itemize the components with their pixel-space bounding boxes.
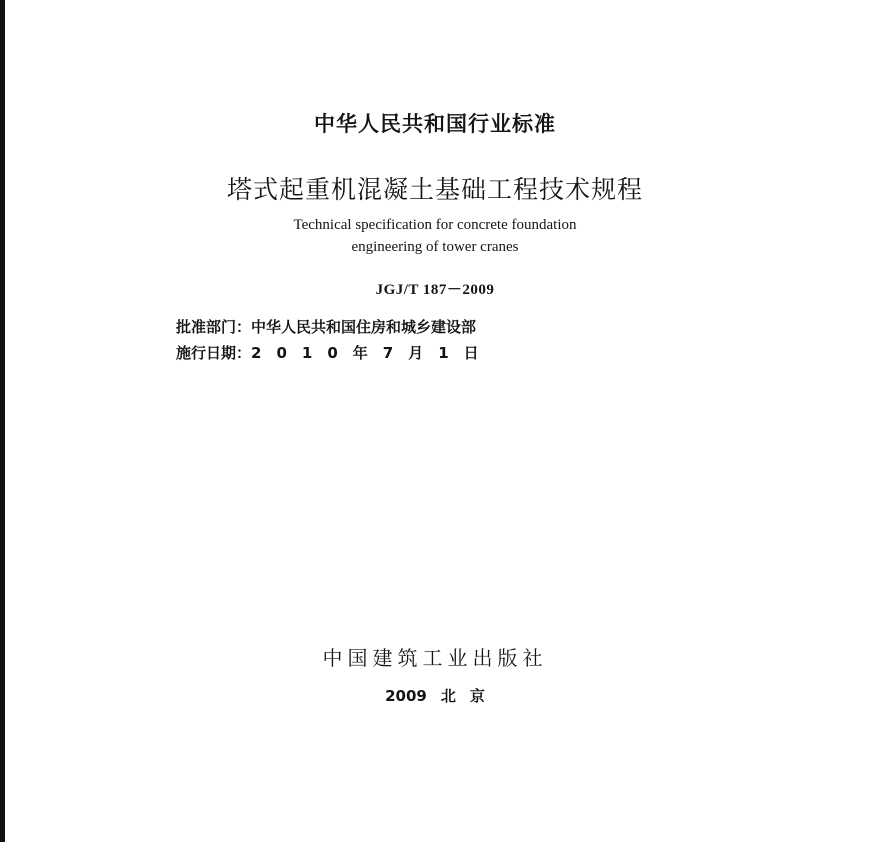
title-english-line-2: engineering of tower cranes [351, 239, 519, 255]
effective-date-value: 2010年7月1日 [251, 344, 494, 362]
approval-department-row [176, 316, 476, 337]
approval-department-label: 批准部门： [176, 318, 252, 336]
title-english-line-1: Technical specification for concrete foundation [293, 217, 577, 233]
approval-department-value: 中华人民共和国住房和城乡建设部 [251, 318, 477, 336]
publication-year: 2009 [385, 687, 427, 705]
effective-date-row [176, 342, 494, 363]
effective-date-label: 施行日期： [176, 344, 252, 362]
publisher-name: 中国建筑工业出版社 [322, 646, 548, 670]
standard-code: JGJ/T 187－2009 [375, 282, 495, 298]
publication-info [0, 685, 870, 706]
publication-city-char-1: 北 [440, 687, 456, 705]
standard-series-heading: 中华人民共和国行业标准 [314, 112, 556, 136]
title-chinese: 塔式起重机混凝土基础工程技术规程 [226, 175, 643, 204]
title-english [0, 214, 870, 258]
publication-city-char-2: 京 [469, 687, 485, 705]
